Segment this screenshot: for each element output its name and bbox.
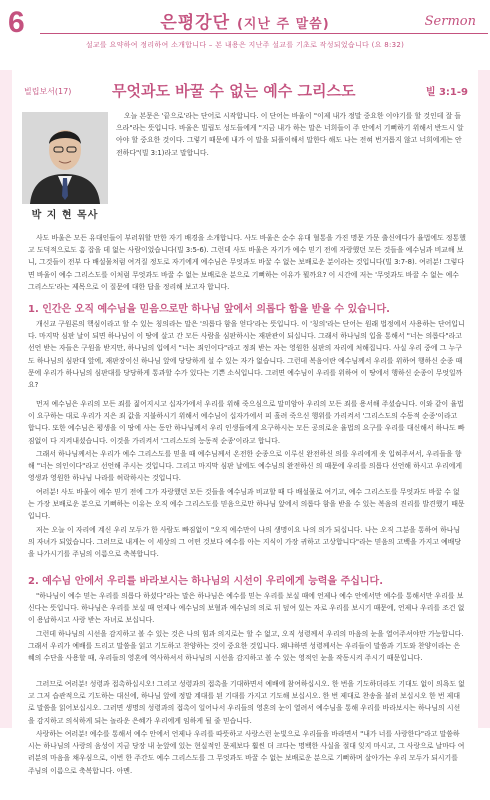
section1-paragraph-3: 그래서 하나님께서는 우리가 예수 그리스도를 믿을 때 예수님께서 온전한 순종으로 이루신 완전하신 의를 우리에게 옷 입혀주셔서, 우리들을 향해 "너는 의인이다"라고 선언해 주시는 것입니다. 그리고 마지막 심판 날에도 예수님의 완전하신 의 때문에 우리를 의롭다 선언해 하시고 우리에게 영생과 영원한 하나님 나라를 허락하시는 것입니다. xyxy=(28,450,463,483)
pastor-name: 박 지 현 목사 xyxy=(31,210,99,221)
bulletin-title-sub: (지난 주 말씀) xyxy=(236,17,330,32)
page-header xyxy=(0,0,490,58)
section2-paragraph-3: 그러므로 여러분! 성령과 접촉하십시오! 그리고 성령과의 접촉을 기대하면서 예배에 참여하십시오. 한 번을 기도하더라도 기대도 없이 의욕도 없고 그저 습관적으로 기도하는 대신에, 하나님 앞에 정말 계대를 된 기대를 가지고 기도해 보십시오. 한 번 제대로 찬송을 불러 보십시오 한 번 제대로 말씀을 읽어보십시오. 그러면 생명의 성령과의 접촉이 일어나서 우리들의 영혼의 눈이 열려서 예수님을 통해 우리를 바라보시는 하나님의 시선을 감지하고 의식하게 되는 놀라운 은혜가 우리에게 임하게 될 줄 믿습니다. xyxy=(28,680,465,725)
sermon-series: 빌립보서(17) xyxy=(24,87,72,96)
intro-paragraph-2: 사도 바울은 모든 유대인들이 부러워할 만한 자기 배경을 소개합니다. 사도 바울은 순수 유대 혈통을 가진 명문 가문 출신에다가 율법에도 정통했고 도덕적으로도 흠 잡을 데 없는 사람이었습니다(빌 3:5-6). 그런데 사도 바울은 자기가 예수 믿기 전에 자랑했던 모든 것들을 예수님과 비교해 보니, 그것들이 전부 다 배설물처럼 여겨질 정도로 자기에게 예수님은 무엇과도 바꿀 수 없는 보배로운 분이라는 것입니다(빌 3:7-8). 여러분! 그렇다면 바울이 예수 그리스도를 이처럼 무엇과도 바꿀 수 없는 보배로운 분으로 기뻐하는 이유가 뭘까요? 이 시간에 저는 '무엇과도 바꿀 수 없는 예수 그리스도'라는 제목으로 이 질문에 대한 답을 정리해 보고자 합니다. xyxy=(28,234,466,291)
intro-paragraph-1: 오늘 본문은 '끝으로'라는 단어로 시작합니다. 이 단어는 바울이 "이제 내가 정말 중요한 이야기를 할 것인데 잘 들으라"라는 뜻입니다. 바울은 빌립도 성도들에게 "지금 내가 하는 말은 너희들이 주 안에서 기뻐하기 위해서 반드시 알아야 할 중요한 것이다. 그렇기 때문에 내가 이 말을 되풀이해서 말한다 해도 나는 전혀 번거롭지 않고 너희에게는 안전하다"(빌 3:1)라고 말합니다. xyxy=(116,112,464,157)
section2-heading: 2. 예수님 안에서 우리를 바라보시는 하나님의 시선이 우리에게 능력을 주십니다. xyxy=(28,576,384,587)
section2-paragraph-1: "하나님이 예수 믿는 우리를 의롭다 하셨다"라는 말은 하나님은 예수를 믿는 우리를 보실 때에 언제나 예수 안에서만 예수를 통해서만 우리를 보신다는 뜻입니다. 하나님은 우리를 보실 때 언제나 예수님의 보혈과 예수님의 의로 뒤 덮여 있는 자로 우리를 보시기 때문에, 언제나 우리를 조건 없이 용납하시고 사랑 받는 자녀로 보십니다. xyxy=(28,592,465,625)
section1-paragraph-5: 저는 오늘 이 자리에 계신 우리 모두가 한 사람도 빠짐없이 "오직 예수만이 나의 생명이요 나의 의가 되십니다. 나는 오직 그분을 통하여 하나님의 자녀가 되었습니다. 그러므로 내게는 이 세상의 그 어떤 것보다 예수를 아는 지식이 가장 귀하고 고상합니다"라는 믿음의 고백을 가지고 예배당을 나가시기를 주님의 이름으로 축복합니다. xyxy=(28,526,462,559)
bulletin-title-main: 은평강단 xyxy=(160,13,231,33)
section2-paragraph-4: 사랑하는 여러분! 예수를 통해서 예수 안에서 언제나 우리를 따뜻하고 사랑스런 눈빛으로 우리들을 바라면서 "내가 너를 사랑한다"라고 말씀하시는 하나님의 사랑의 음성이 지금 당장 내 눈앞에 있는 현실적인 문제보다 훨씬 더 크다는 명백한 사실을 절대 잊지 마시고, 그 사랑으로 날마다 여러분의 마음을 채우심으로, 이번 한 주간도 예수 그리스도를 그 무엇과도 바꿀 수 없는 보배로운 분으로 기뻐하며 살아가는 우리 모두가 되시기를 주님의 이름으로 축복합니다. 아멘. xyxy=(28,730,465,775)
sermon-title: 무엇과도 바꿀 수 없는 예수 그리스도 xyxy=(112,82,356,100)
bulletin-title xyxy=(0,8,490,33)
sermon-verse: 빌 3:1-9 xyxy=(425,87,468,98)
pastor-portrait-icon xyxy=(22,112,108,204)
section1-heading: 1. 인간은 오직 예수님을 믿음으로만 하나님 앞에서 의롭다 함을 받을 수 있습니다. xyxy=(28,304,390,315)
section1-paragraph-1: 개신교 구원론의 핵심이라고 할 수 있는 칭의라는 말은 '의롭다 함을 얻다'라는 뜻입니다. 이 '칭의'라는 단어는 원래 법정에서 사용하는 단어입니다. 마지막 심판 날이 되면 하나님이 이 땅에 살고 간 모든 사람을 심판하시는 재판관이 되십니다. 그래서 하나님의 입을 통해서 "너는 의롭다"라고 선언 받는 자들은 구원을 받지만, 하나님의 입에서 "너는 죄인이다"라고 정죄 받는 자는 영원한 심판의 자리에 처해집니다. 사실 우리 중에 그 누구도 하나님의 심판대 앞에, 재판장이신 하나님 앞에 당당하게 설 수 있는 자가 없습니다. 그런데 복음이란 예수님께서 우리를 위하여 행하신 순종 때문에 우리가 하나님의 심판대를 당당하게 통과할 수가 있다는 기쁜 소식입니다. 그러면 예수님이 우리를 위하여 이 땅에서 행하신 순종이 무엇일까요? xyxy=(28,320,465,390)
page-number: 6 xyxy=(8,6,25,39)
section2-paragraph-2: 그런데 하나님의 시선을 감지하고 볼 수 있는 것은 나의 힘과 의지로는 할 수 없고, 오직 성령께서 우리의 마음의 눈을 열어주셔야만 가능합니다. 그래서 우리가 예배를 드리고 말씀을 읽고 기도하고 찬양하는 것이 중요한 것입니다. 왜냐하면 성령께서는 우리들이 말씀과 기도와 찬양이라는 은혜의 수단을 사용할 때, 우리들의 영혼에 역사하셔서 하나님의 시선을 감지하고 볼 수 있는 영적인 눈을 작동시켜 주시기 때문입니다. xyxy=(28,630,464,663)
section1-paragraph-4: 여러분! 사도 바울이 예수 믿기 전에 그가 자랑했던 모든 것들을 예수님과 비교할 때 다 배설물로 여기고, 예수 그리스도를 무엇과도 바꿀 수 없는 가장 보배로운 분으로 기뻐하는 이유는 오직 예수 그리스도를 믿음으로만 하나님 앞에서 의롭다 함을 받을 수 있는 복음의 진리를 발견했기 때문입니다. xyxy=(28,488,465,521)
section-label: Sermon xyxy=(424,14,476,29)
pastor-photo xyxy=(22,112,108,204)
section1-paragraph-2: 먼저 예수님은 우리의 모든 죄를 짊어지시고 십자가에서 우리를 위해 죽으심으로 말미암아 우리의 모든 죄를 용서해 주셨습니다. 이와 같이 율법이 요구하는 대로 우리가 지은 죄 값을 지불하시기 위해서 예수님이 십자가에서 피 흘려 죽으신 행위를 가리켜서 '그리스도의 수동적 순종'이라고 합니다. 또한 예수님은 평생을 이 땅에 사는 동안 하나님께서 우리 인생들에게 요구하시는 모든 공의로운 율법의 요구를 우리를 대신해서 하나도 빠짐없이 다 지켜내셨습니다. 이것을 가리켜서 '그리스도의 능동적 순종'이라고 합니다. xyxy=(28,400,465,445)
header-divider xyxy=(40,33,488,34)
header-info: 설교를 요약하여 정리하여 소개합니다 – 본 내용은 지난주 설교를 기초로 작성되었습니다 (요 8:32) xyxy=(85,41,405,49)
